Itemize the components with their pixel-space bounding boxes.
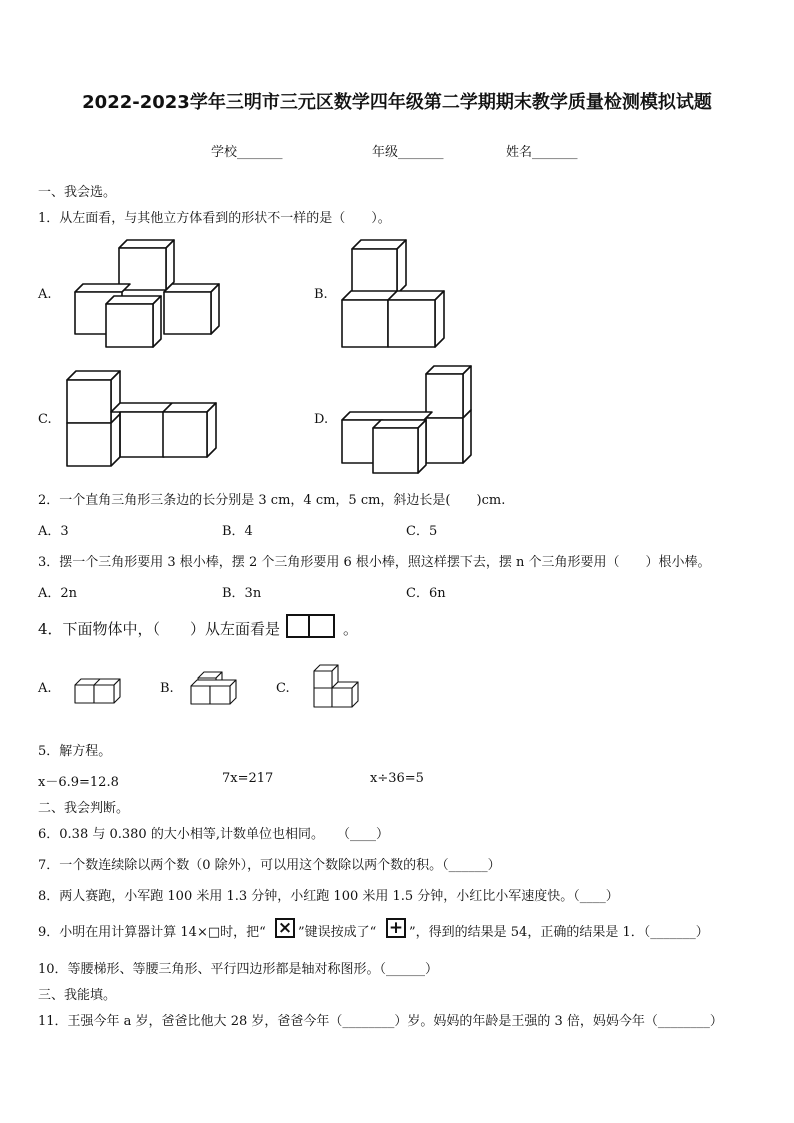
q2-option-b[interactable]: B．4 (222, 524, 253, 539)
question-3: 3．摆一个三角形要用 3 根小棒，摆 2 个三角形要用 6 根小棒，照这样摆下去，摆 n 个三角形要用（ ）根小棒。 (38, 555, 711, 570)
question-2: 2．一个直角三角形三条边的长分别是 3 cm，4 cm，5 cm，斜边长是( )cm. (38, 493, 506, 508)
plus-key-icon: + (386, 918, 406, 938)
grade-field[interactable]: 年级_______ (372, 145, 444, 160)
question-8: 8．两人赛跑，小军跑 100 米用 1.3 分钟，小红跑 100 米用 1.5 分钟，小红比小军速度快。（____） (38, 889, 619, 904)
equation-1: x－6.9=12.8 (38, 775, 119, 790)
section-3-heading: 三、我能填。 (38, 988, 117, 1003)
section-1-heading: 一、我会选。 (38, 185, 117, 200)
q4-option-b-label[interactable]: B. (160, 681, 174, 696)
q4-option-c-label[interactable]: C. (276, 681, 290, 696)
question-9-part-2: ”键误按成了“ (298, 925, 377, 940)
question-10: 10．等腰梯形、等腰三角形、平行四边形都是轴对称图形。（______） (38, 962, 439, 977)
q3-option-b[interactable]: B．3n (222, 586, 262, 601)
q1-option-d-label[interactable]: D. (314, 412, 329, 427)
question-4-end: 。 (343, 620, 359, 638)
q4-figure-c (310, 662, 362, 712)
question-1: 1．从左面看，与其他立方体看到的形状不一样的是（ ）。 (38, 211, 391, 226)
question-9-part-1: 9．小明在用计算器计算 14×□时，把“ (38, 925, 266, 940)
q3-option-c[interactable]: C．6n (406, 586, 446, 601)
question-5: 5．解方程。 (38, 744, 112, 759)
q4-figure-a (72, 675, 124, 707)
q4-left-view-icon (286, 614, 310, 638)
q1-option-a-label[interactable]: A. (38, 287, 52, 302)
question-9-part-3: ”，得到的结果是 54，正确的结果是 1．（_______） (409, 925, 709, 940)
q1-figure-a (70, 236, 220, 356)
q4-figure-b (188, 668, 240, 708)
q3-option-a[interactable]: A．2n (38, 586, 78, 601)
name-field[interactable]: 姓名_______ (506, 145, 578, 160)
q2-option-a[interactable]: A．3 (38, 524, 69, 539)
q2-option-c[interactable]: C．5 (406, 524, 438, 539)
q1-figure-b (338, 234, 453, 354)
question-6: 6．0.38 与 0.380 的大小相等,计数单位也相同。 （____） (38, 827, 389, 842)
multiply-key-icon: × (275, 918, 295, 938)
q4-left-view-icon-2 (308, 614, 335, 638)
section-2-heading: 二、我会判断。 (38, 801, 130, 816)
equation-3: x÷36=5 (370, 771, 424, 786)
q4-option-a-label[interactable]: A. (38, 681, 52, 696)
question-7: 7．一个数连续除以两个数（0 除外），可以用这个数除以两个数的积。（______） (38, 858, 501, 873)
q1-option-c-label[interactable]: C. (38, 412, 52, 427)
q1-figure-d (338, 362, 473, 477)
school-field[interactable]: 学校_______ (211, 145, 283, 160)
question-4: 4．下面物体中，（ ）从左面看是 (38, 620, 281, 638)
q1-option-b-label[interactable]: B. (314, 287, 328, 302)
q1-figure-c (64, 368, 219, 468)
question-11: 11．王强今年 a 岁，爸爸比他大 28 岁，爸爸今年（________）岁。妈妈的年龄是王强的 3 倍，妈妈今年（________） (38, 1014, 723, 1029)
page-title: 2022-2023学年三明市三元区数学四年级第二学期期末教学质量检测模拟试题 (82, 92, 712, 113)
equation-2: 7x=217 (222, 771, 274, 786)
